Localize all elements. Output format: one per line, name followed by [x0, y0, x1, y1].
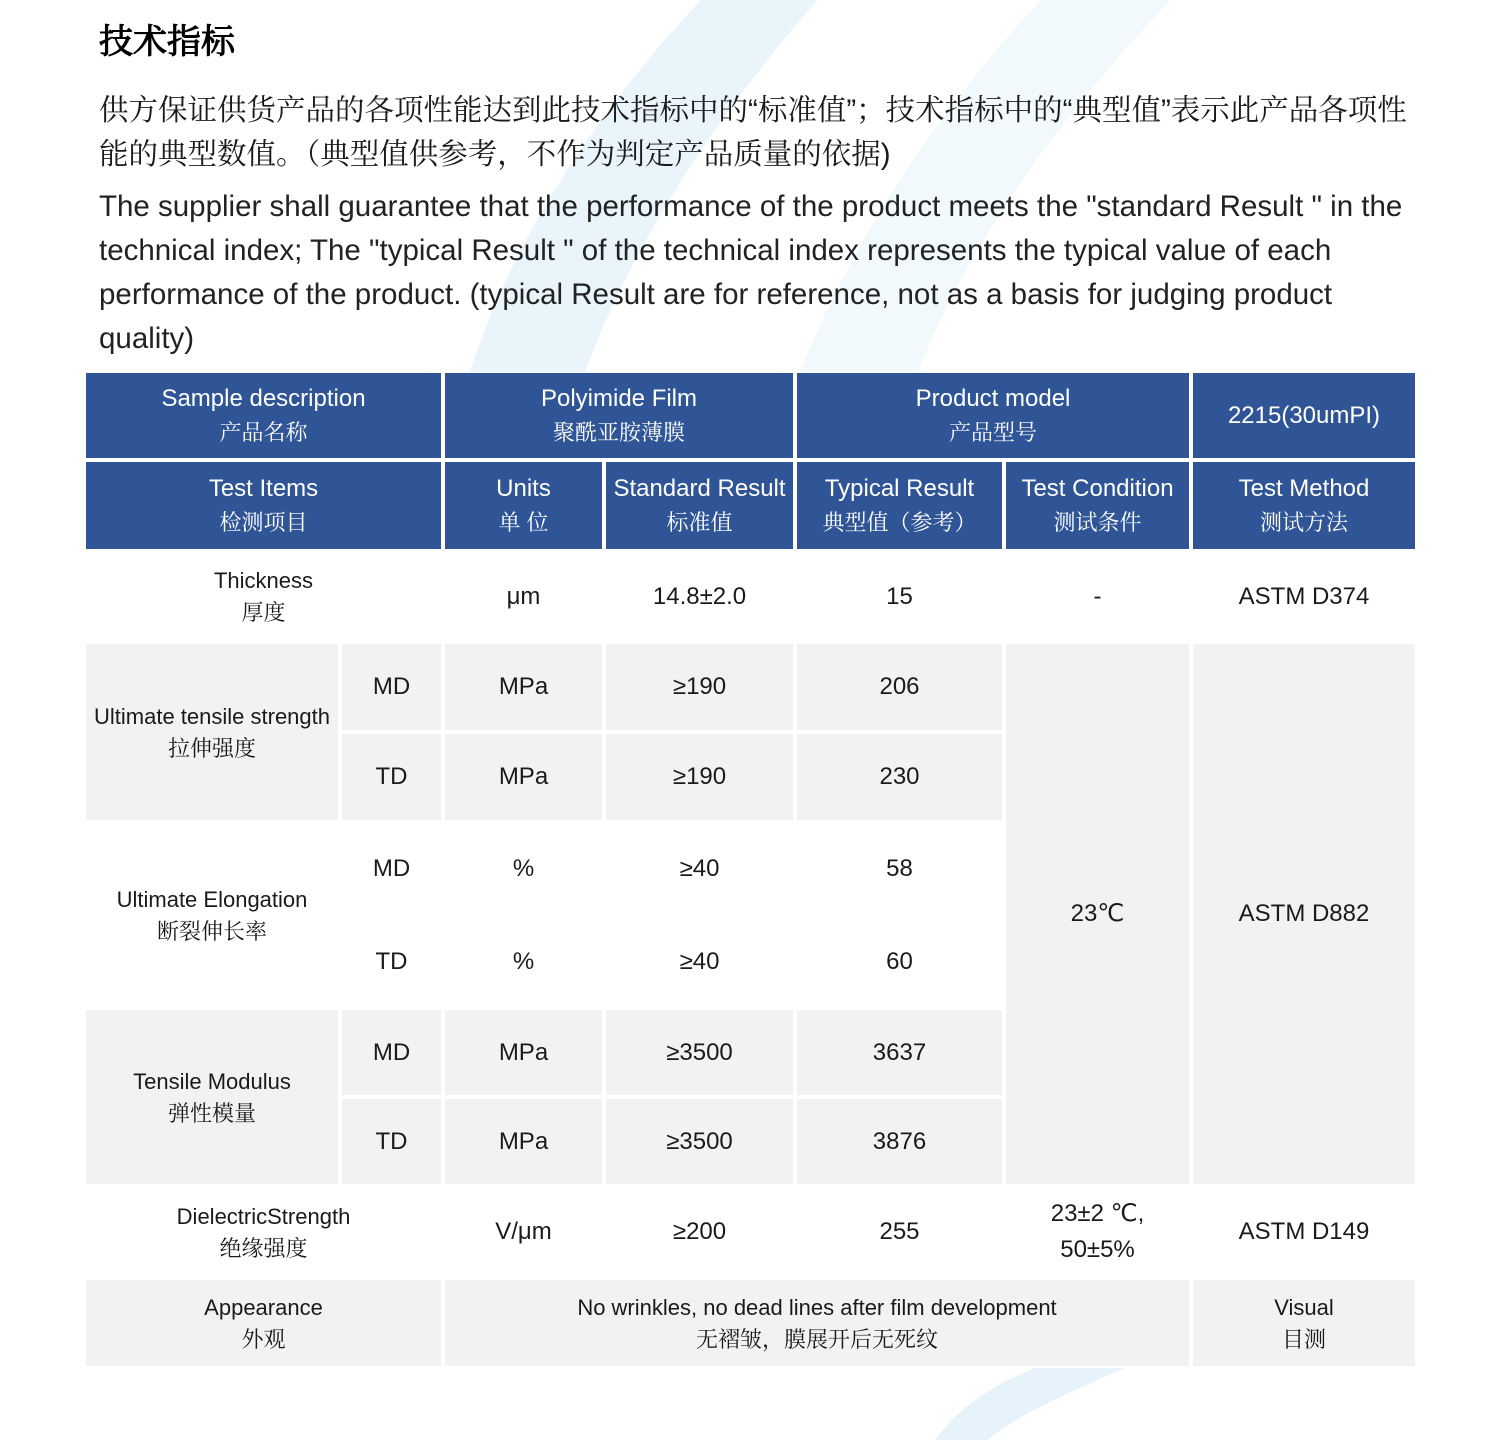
tensile-md-standard: ≥190 — [672, 673, 727, 700]
thickness-condition-cell — [1006, 553, 1189, 640]
header-film-cell — [445, 373, 793, 458]
appearance-method-zh: 目测 — [1281, 1326, 1326, 1352]
tensile-td-standard: ≥190 — [672, 763, 727, 790]
header-model-value-cell — [1193, 373, 1415, 458]
tensile-label-zh: 拉伸强度 — [167, 735, 256, 761]
header-model-zh: 产品型号 — [948, 420, 1037, 445]
header-model-en: Product model — [915, 385, 1071, 412]
tensile-md-unit-cell — [445, 644, 602, 730]
header-typical-cell — [797, 462, 1002, 549]
modulus-md-unit-cell — [445, 1010, 602, 1095]
thickness-method: ASTM D374 — [1238, 582, 1370, 610]
tensile-md-standard-cell — [606, 644, 793, 730]
appearance-label-en: Appearance — [204, 1294, 323, 1320]
header-test-items-cell — [86, 462, 441, 549]
dielectric-condition-line1: 23±2 ℃, — [1050, 1200, 1145, 1227]
modulus-td-typical: 3876 — [872, 1127, 927, 1155]
appearance-value-en: No wrinkles, no dead lines after film development — [577, 1294, 1057, 1320]
modulus-label-zh: 弹性模量 — [167, 1100, 256, 1126]
elongation-label-en: Ultimate Elongation — [116, 886, 308, 912]
header-condition-cell — [1006, 462, 1189, 549]
thickness-label-zh: 厚度 — [241, 600, 286, 625]
header-test-items-en: Test Items — [208, 475, 319, 502]
header-sample-cell — [86, 373, 441, 458]
modulus-label-en: Tensile Modulus — [133, 1068, 291, 1094]
elongation-md-typical-cell — [797, 824, 1002, 913]
tensile-td-dir: TD — [375, 763, 408, 790]
tensile-md-dir: MD — [372, 673, 411, 700]
mech-method: ASTM D882 — [1238, 900, 1370, 927]
thickness-method-cell — [1193, 553, 1415, 640]
appearance-method-en: Visual — [1274, 1294, 1334, 1320]
thickness-label-cell — [86, 553, 441, 640]
modulus-label-cell — [86, 1010, 338, 1184]
modulus-td-dir: TD — [375, 1127, 408, 1155]
appearance-label-cell — [86, 1280, 441, 1366]
header-sample-en: Sample description — [161, 385, 366, 412]
modulus-md-typical-cell — [797, 1010, 1002, 1095]
header-units-cell — [445, 462, 602, 549]
modulus-md-unit: MPa — [498, 1038, 549, 1066]
appearance-label-zh: 外观 — [241, 1326, 286, 1352]
elongation-td-typical-cell — [797, 917, 1002, 1006]
modulus-md-standard-cell — [606, 1010, 793, 1095]
elongation-md-unit: % — [512, 854, 535, 882]
header-method-zh: 测试方法 — [1259, 510, 1348, 535]
modulus-td-unit-cell — [445, 1099, 602, 1184]
tensile-label-en: Ultimate tensile strength — [94, 703, 330, 729]
tensile-md-unit: MPa — [498, 673, 549, 700]
dielectric-label-cell — [86, 1188, 441, 1276]
tensile-md-dir-cell — [342, 644, 441, 730]
dielectric-label-en: DielectricStrength — [176, 1203, 351, 1229]
modulus-md-dir-cell — [342, 1010, 441, 1095]
elongation-td-dir: TD — [375, 947, 408, 975]
mech-method-cell — [1193, 644, 1415, 1184]
header-method-cell — [1193, 462, 1415, 549]
dielectric-condition-cell — [1006, 1188, 1189, 1276]
header-film-zh: 聚酰亚胺薄膜 — [552, 420, 685, 445]
header-typical-zh: 典型值（参考） — [822, 510, 977, 535]
modulus-md-typical: 3637 — [872, 1038, 927, 1066]
dielectric-typical-cell — [797, 1188, 1002, 1276]
header-method-en: Test Method — [1238, 475, 1370, 502]
thickness-unit-cell — [445, 553, 602, 640]
dielectric-standard: ≥200 — [672, 1218, 727, 1245]
tensile-td-dir-cell — [342, 734, 441, 820]
tensile-md-typical-cell — [797, 644, 1002, 730]
spec-table — [86, 373, 1415, 1366]
tensile-td-standard-cell — [606, 734, 793, 820]
tensile-md-typical: 206 — [879, 673, 920, 700]
dielectric-method-cell — [1193, 1188, 1415, 1276]
tensile-td-unit: MPa — [498, 763, 549, 790]
elongation-td-unit-cell — [445, 917, 602, 1006]
elongation-md-dir: MD — [372, 854, 411, 882]
dielectric-unit-cell — [445, 1188, 602, 1276]
elongation-md-unit-cell — [445, 824, 602, 913]
mech-condition: 23℃ — [1070, 900, 1125, 927]
thickness-unit: μm — [506, 582, 541, 610]
elongation-td-typical: 60 — [886, 947, 913, 975]
header-standard-en: Standard Result — [613, 475, 786, 502]
appearance-method-cell — [1193, 1280, 1415, 1366]
thickness-condition: - — [1093, 582, 1102, 610]
tensile-label-cell — [86, 644, 338, 820]
header-units-zh: 单 位 — [498, 510, 549, 535]
elongation-label-zh: 断裂伸长率 — [156, 918, 267, 944]
header-model-cell — [797, 373, 1189, 458]
header-units-en: Units — [496, 475, 551, 502]
elongation-md-typical: 58 — [886, 854, 913, 882]
dielectric-unit: V/μm — [495, 1218, 552, 1245]
elongation-td-dir-cell — [342, 917, 441, 1006]
dielectric-condition-line2: 50±5% — [1060, 1236, 1135, 1263]
thickness-standard-cell — [606, 553, 793, 640]
header-sample-zh: 产品名称 — [219, 420, 308, 445]
thickness-standard: 14.8±2.0 — [652, 582, 747, 610]
thickness-label-en: Thickness — [213, 568, 314, 593]
tensile-td-typical-cell — [797, 734, 1002, 820]
modulus-td-unit: MPa — [498, 1127, 549, 1155]
modulus-td-dir-cell — [342, 1099, 441, 1184]
header-standard-zh: 标准值 — [666, 510, 733, 535]
modulus-md-standard: ≥3500 — [666, 1038, 733, 1066]
dielectric-label-zh: 绝缘强度 — [219, 1235, 308, 1261]
appearance-value-zh: 无褶皱，膜展开后无死纹 — [695, 1326, 938, 1352]
header-typical-en: Typical Result — [824, 475, 975, 502]
elongation-td-standard-cell — [606, 917, 793, 1006]
mech-condition-cell — [1006, 644, 1189, 1184]
elongation-td-unit: % — [512, 947, 535, 975]
modulus-td-typical-cell — [797, 1099, 1002, 1184]
paragraph-zh: 供方保证供货产品的各项性能达到此技术指标中的“标准值”；技术指标中的“典型值”表示此产品各项性能的典型数值。（典型值供参考，不作为判定产品质量的依据) — [99, 94, 1407, 171]
elongation-md-dir-cell — [342, 824, 441, 913]
page-title: 技术指标 — [99, 23, 235, 61]
dielectric-standard-cell — [606, 1188, 793, 1276]
dielectric-method: ASTM D149 — [1238, 1218, 1370, 1245]
header-standard-cell — [606, 462, 793, 549]
modulus-td-standard: ≥3500 — [666, 1127, 733, 1155]
appearance-value-cell — [445, 1280, 1189, 1366]
tensile-td-typical: 230 — [879, 763, 920, 790]
elongation-label-cell — [86, 824, 338, 1006]
tensile-td-unit-cell — [445, 734, 602, 820]
elongation-md-standard: ≥40 — [679, 854, 720, 882]
modulus-md-dir: MD — [372, 1038, 411, 1066]
paragraph-en: The supplier shall guarantee that the performance of the product meets the "standard Result " in the technical index; The "typical Result " of the technical index represents the typical value of each performance of the product. (typical Result are for reference, not as a basis for judging product quality) — [99, 190, 1403, 355]
header-test-items-zh: 检测项目 — [219, 510, 308, 535]
elongation-md-standard-cell — [606, 824, 793, 913]
header-film-en: Polyimide Film — [540, 385, 698, 412]
header-model-value: 2215(30umPI) — [1227, 401, 1381, 429]
header-condition-en: Test Condition — [1021, 475, 1174, 502]
thickness-typical: 15 — [886, 582, 913, 610]
modulus-td-standard-cell — [606, 1099, 793, 1184]
header-condition-zh: 测试条件 — [1053, 510, 1142, 535]
thickness-typical-cell — [797, 553, 1002, 640]
document-body — [99, 14, 1421, 361]
dielectric-typical: 255 — [879, 1218, 920, 1245]
elongation-td-standard: ≥40 — [679, 947, 720, 975]
